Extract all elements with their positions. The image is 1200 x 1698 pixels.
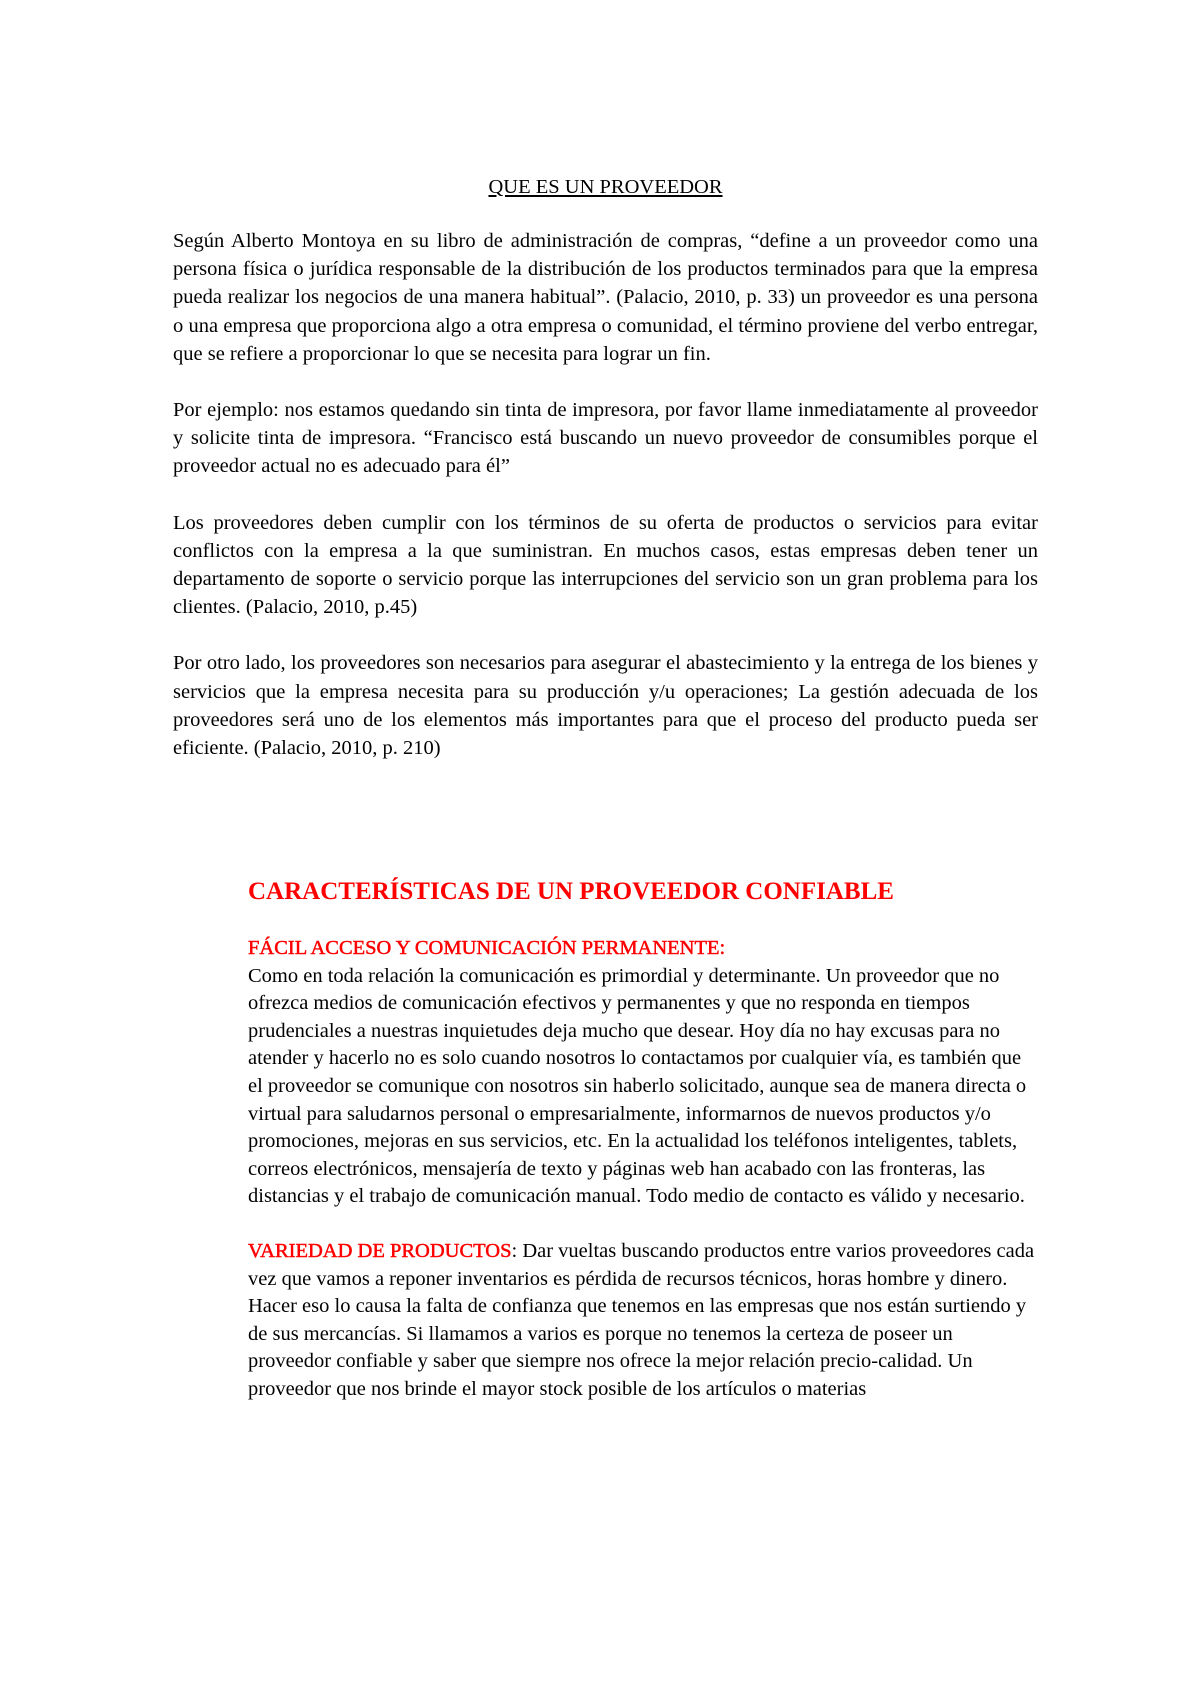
characteristic-item [248,1238,1038,1404]
paragraph: Por otro lado, los proveedores son necesarios para asegurar el abastecimiento y la entrega de los bienes y servicios que la empresa necesita para su producción y/u operaciones; La gestión adecuada de los proveedores será uno de los elementos más importantes para que el proceso del producto pueda ser eficiente. (Palacio, 2010, p. 210) [173,652,1038,760]
paragraph: Por ejemplo: nos estamos quedando sin tinta de impresora, por favor llame inmediatamente al proveedor y solicite tinta de impresora. “Francisco está buscando un nuevo proveedor de consumibles porque el proveedor actual no es adecuado para él” [173,399,1038,478]
characteristic-heading: FÁCIL ACCESO Y COMUNICACIÓN PERMANENTE: [248,937,726,959]
heading-separator: : [511,1239,523,1262]
section-title: CARACTERÍSTICAS DE UN PROVEEDOR CONFIABLE [248,878,894,905]
characteristic-text: Dar vueltas buscando productos entre varios proveedores cada vez que vamos a reponer inventarios es pérdida de recursos técnicos, horas hombre y dinero. Hacer eso lo causa la falta de confianza que tenemos en las empresas que nos están surtiendo y de sus mercancías. Si llamamos a varios es porque no tenemos la certeza de poseer un proveedor confiable y saber que siempre nos ofrece la mejor relación precio-calidad. Un proveedor que nos brinde el mayor stock posible de los artículos o materias [248,1239,1035,1400]
characteristic-item [248,935,1038,1211]
characteristic-text: Como en toda relación la comunicación es primordial y determinante. Un proveedor que no ofrezca medios de comunicación efectivos y permanentes y que no responda en tiempos prudenciales a nuestras inquietudes deja mucho que desear. Hoy día no hay excusas para no atender y hacerlo no es solo cuando nosotros lo contactamos por cualquier vía, es también que el proveedor se comunique con nosotros sin haberlo solicitado, aunque sea de manera directa o virtual para saludarnos personal o empresarialmente, informarnos de nuevos productos y/o promociones, mejoras en sus servicios, etc. En la actualidad los teléfonos inteligentes, tablets, correos electrónicos, mensajería de texto y páginas web han acabado con las fronteras, las distancias y el trabajo de comunicación manual. Todo medio de contacto es válido y necesario. [248,964,1027,1208]
paragraph: Los proveedores deben cumplir con los términos de su oferta de productos o servicios para evitar conflictos con la empresa a la que suministran. En muchos casos, estas empresas deben tener un departamento de soporte o servicio porque las interrupciones del servicio son un gran problema para los clientes. (Palacio, 2010, p.45) [173,511,1038,619]
section-title: QUE ES UN PROVEEDOR [488,176,723,198]
section-caracteristicas [248,877,1038,1431]
section-que-es-un-proveedor [173,173,1038,790]
characteristic-heading: VARIEDAD DE PRODUCTOS [248,1239,512,1262]
paragraph: Según Alberto Montoya en su libro de administración de compras, “define a un proveedor como una persona física o jurídica responsable de la distribución de los productos terminados para que la empresa pueda realizar los negocios de una manera habitual”. (Palacio, 2010, p. 33) un proveedor es una persona o una empresa que proporciona algo a otra empresa o comunidad, el término proviene del verbo entregar, que se refiere a proporcionar lo que se necesita para lograr un fin. [173,230,1038,365]
